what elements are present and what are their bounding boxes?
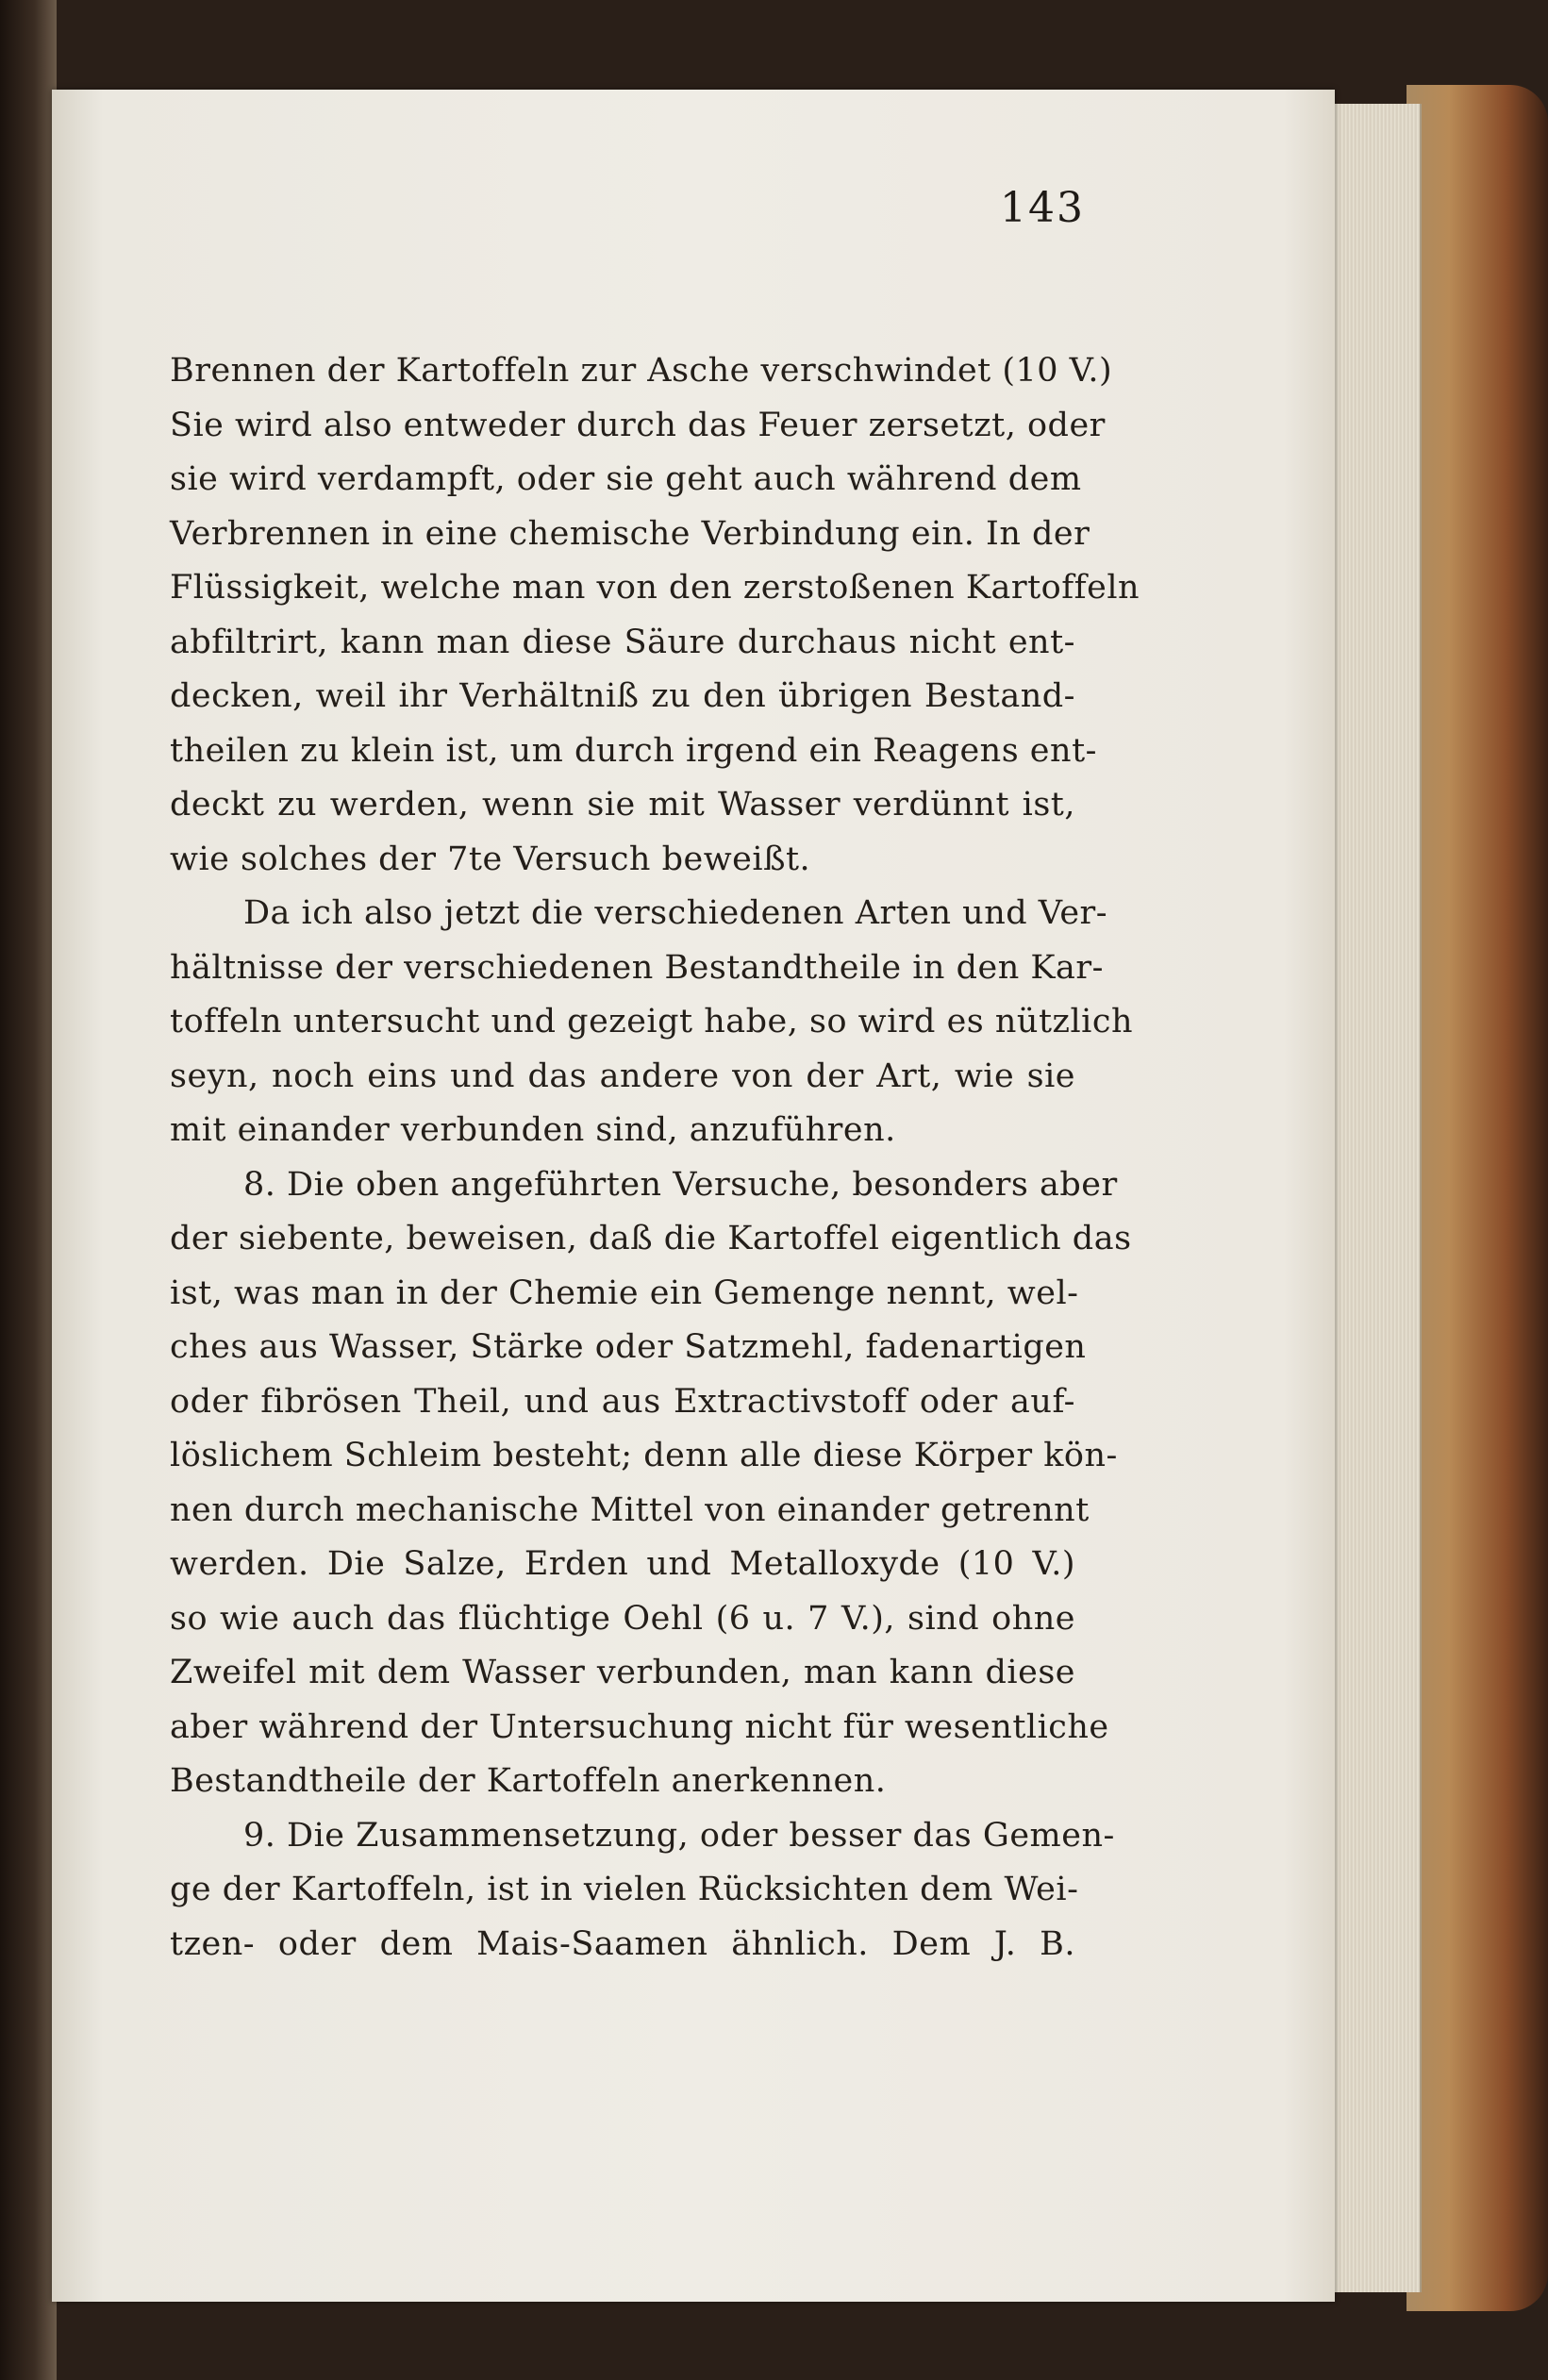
text-line: Da ich also jetzt die verschiedenen Arten und Ver- [243,894,1108,932]
text-line: tzen- oder dem Mais-Saamen ähnlich. Dem J. B. [170,1924,1075,1963]
text-line: mit einander verbunden sind, anzuführen. [170,1111,896,1149]
text-line: 8. Die oben angeführten Versuche, besonders aber [243,1165,1118,1204]
text-line: Verbrennen in eine chemische Verbindung ein. In der [170,514,1090,553]
book-cover-right [1407,85,1548,2311]
book-binding-left [0,0,57,2380]
text-line: abfiltrirt, kann man diese Säure durchaus nicht ent- [170,623,1075,661]
body-text [170,344,1140,1972]
text-line: Zweifel mit dem Wasser verbunden, man kann diese [170,1654,1075,1691]
text-line: Brennen der Kartoffeln zur Asche verschwindet (10 V.) [170,352,1113,390]
text-line: werden. Die Salze, Erden und Metalloxyde (10 V.) [170,1545,1075,1583]
text-line: ches aus Wasser, Stärke oder Satzmehl, fadenartigen [170,1328,1087,1366]
text-line: 9. Die Zusammensetzung, oder besser das Gemen- [243,1816,1115,1855]
text-line: der siebente, beweisen, daß die Kartoffel eigentlich das [170,1220,1132,1257]
text-line: oder fibrösen Theil, und aus Extractivstoff oder auf- [170,1382,1075,1421]
text-line: nen durch mechanische Mittel von einander getrennt [170,1490,1090,1529]
text-line: Sie wird also entweder durch das Feuer zersetzt, oder [170,406,1106,444]
text-line: deckt zu werden, wenn sie mit Wasser verdünnt ist, [170,786,1075,824]
text-line: ge der Kartoffeln, ist in vielen Rücksichten dem Wei- [170,1871,1079,1908]
text-line: so wie auch das flüchtige Oehl (6 u. 7 V.), sind ohne [170,1599,1075,1638]
text-line: theilen zu klein ist, um durch irgend ein Reagens ent- [170,731,1097,770]
text-line: seyn, noch eins und das andere von der Art, wie sie [170,1057,1075,1095]
text-line: toffeln untersucht und gezeigt habe, so wird es nützlich [170,1003,1133,1040]
text-line: Bestandtheile der Kartoffeln anerkennen. [170,1762,887,1800]
text-line: löslichem Schleim besteht; denn alle diese Körper kön- [170,1437,1118,1474]
text-line: Flüssigkeit, welche man von den zerstoßenen Kartoffeln [170,569,1140,607]
text-line: aber während der Untersuchung nicht für wesentliche [170,1707,1109,1746]
page-number: 143 [1000,184,1085,232]
text-line: wie solches der 7te Versuch beweißt. [170,840,811,878]
text-line: decken, weil ihr Verhältniß zu den übrigen Bestand- [170,677,1075,715]
text-line: hältnisse der verschiedenen Bestandtheile in den Kar- [170,948,1104,987]
text-line: ist, was man in der Chemie ein Gemenge nennt, wel- [170,1273,1079,1312]
text-line: sie wird verdampft, oder sie geht auch während dem [170,460,1082,498]
